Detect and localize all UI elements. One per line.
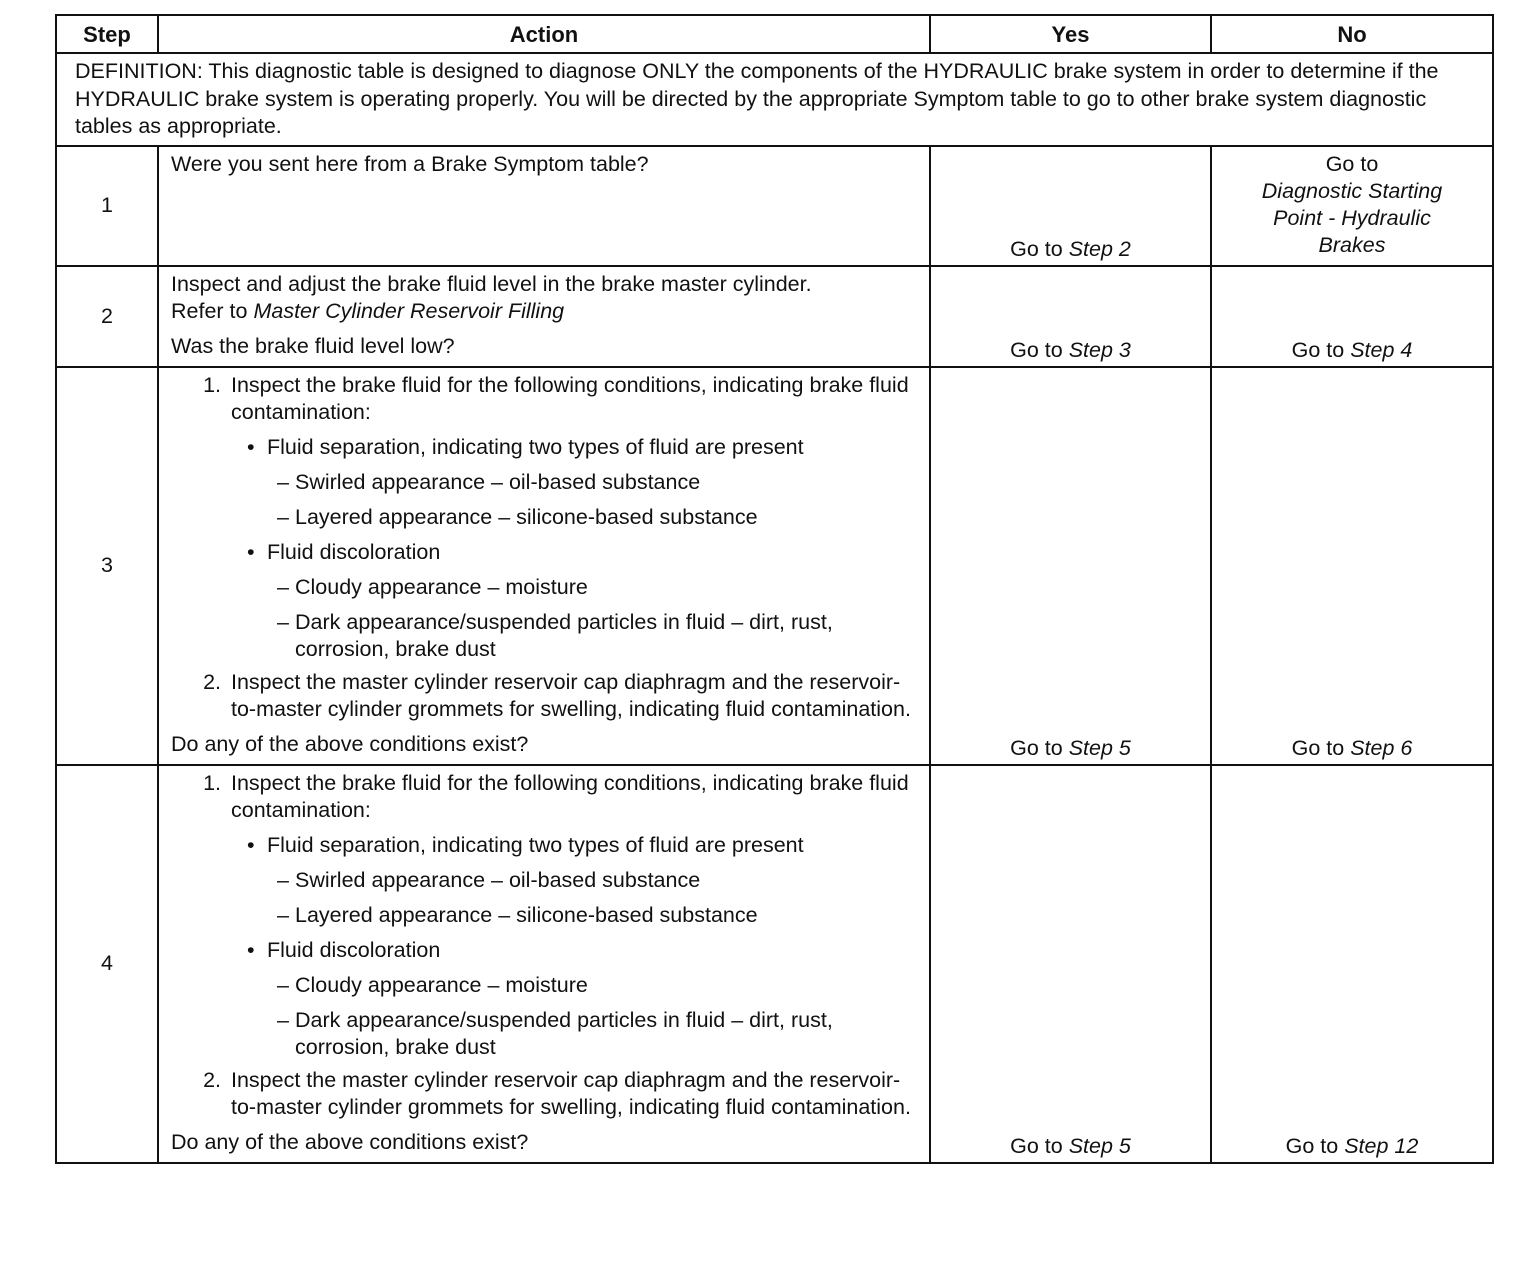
question-text: Were you sent here from a Brake Symptom table?: [171, 151, 649, 176]
yes-cell: [930, 765, 1211, 1163]
no-cell: [1211, 367, 1493, 765]
bullet-text: Fluid discoloration: [267, 539, 441, 564]
yes-target: Step 2: [1068, 236, 1131, 261]
dash-list: [267, 972, 917, 1061]
numbered-list: [171, 770, 917, 1121]
header-action: Action: [158, 15, 930, 53]
dash-list: [267, 867, 917, 929]
table-row-step-4: [56, 765, 1493, 1163]
no-target: Step 4: [1350, 337, 1413, 362]
step-number: 3: [56, 367, 158, 765]
definition-row: [56, 53, 1493, 146]
go-to-label: Go to: [1010, 337, 1063, 362]
instruction-reference: Master Cylinder Reservoir Filling: [253, 298, 565, 323]
bullet-item: [245, 434, 917, 531]
go-to-label: Go to: [1291, 735, 1345, 760]
header-no: No: [1211, 15, 1493, 53]
list-item: 2. Inspect the master cylinder reservoir cap diaphragm and the reservoir-to-master cylinder grommets for swelling, indicating fluid contamination.: [227, 1067, 917, 1121]
go-to-label: Go to: [1010, 1133, 1063, 1158]
no-cell: [1211, 266, 1493, 367]
dash-item: – Swirled appearance – oil-based substance: [275, 867, 917, 894]
table-row-step-1: [56, 146, 1493, 266]
step-number: 1: [56, 146, 158, 266]
yes-target: Step 5: [1068, 735, 1131, 760]
yes-target: Step 3: [1068, 337, 1131, 362]
bullet-list: [231, 434, 917, 663]
diagnostic-table: [55, 14, 1494, 1164]
dash-list: [267, 469, 917, 531]
dash-item: – Layered appearance – silicone-based substance: [275, 504, 917, 531]
go-to-label: Go to: [1325, 151, 1379, 176]
step-number: 4: [56, 765, 158, 1163]
definition-text: DEFINITION: This diagnostic table is designed to diagnose ONLY the components of the HYDRAULIC brake system in order to determine if the HYDRAULIC brake system is operating properly. You will be directed by the appropriate Symptom table to go to other brake system diagnostic tables as appropriate.: [56, 53, 1493, 146]
question-text: Do any of the above conditions exist?: [171, 731, 529, 756]
dash-item: – Layered appearance – silicone-based substance: [275, 902, 917, 929]
table-row-step-3: [56, 367, 1493, 765]
table-row-step-2: [56, 266, 1493, 367]
yes-target: Step 5: [1068, 1133, 1131, 1158]
action-cell: [158, 146, 930, 266]
dash-list: [267, 574, 917, 663]
dash-item: – Swirled appearance – oil-based substance: [275, 469, 917, 496]
bullet-text: Fluid separation, indicating two types of fluid are present: [267, 832, 804, 857]
bullet-text: Fluid discoloration: [267, 937, 441, 962]
list-item: 2. Inspect the master cylinder reservoir cap diaphragm and the reservoir-to-master cylinder grommets for swelling, indicating fluid contamination.: [227, 669, 917, 723]
dash-item: – Cloudy appearance – moisture: [275, 972, 917, 999]
header-yes: Yes: [930, 15, 1211, 53]
go-to-label: Go to: [1010, 236, 1063, 261]
bullet-text: Fluid separation, indicating two types of fluid are present: [267, 434, 804, 459]
question-text: Was the brake fluid level low?: [171, 333, 455, 358]
dash-item: – Cloudy appearance – moisture: [275, 574, 917, 601]
dash-item: – Dark appearance/suspended particles in fluid – dirt, rust, corrosion, brake dust: [275, 609, 917, 663]
question-text: Do any of the above conditions exist?: [171, 1129, 529, 1154]
header-step: Step: [56, 15, 158, 53]
action-cell: [158, 765, 930, 1163]
action-cell: [158, 266, 930, 367]
item-text: Inspect the brake fluid for the following conditions, indicating brake fluid contamination:: [231, 770, 909, 822]
yes-cell: [930, 367, 1211, 765]
instruction-text: Inspect and adjust the brake fluid level in the brake master cylinder. Refer to: [171, 271, 812, 323]
header-row: [56, 15, 1493, 53]
bullet-item: [245, 832, 917, 929]
item-text: Inspect the brake fluid for the following conditions, indicating brake fluid contamination:: [231, 372, 909, 424]
bullet-list: [231, 832, 917, 1061]
yes-cell: [930, 146, 1211, 266]
list-item: [227, 372, 917, 663]
yes-cell: [930, 266, 1211, 367]
no-target: Step 12: [1344, 1133, 1419, 1158]
action-cell: [158, 367, 930, 765]
go-to-label: Go to: [1285, 1133, 1339, 1158]
no-cell: [1211, 765, 1493, 1163]
no-target: Diagnostic Starting Point - Hydraulic Brakes: [1261, 178, 1443, 257]
list-item: [227, 770, 917, 1061]
step-number: 2: [56, 266, 158, 367]
bullet-item: [245, 937, 917, 1061]
no-target: Step 6: [1350, 735, 1413, 760]
go-to-label: Go to: [1291, 337, 1345, 362]
no-cell: [1211, 146, 1493, 266]
go-to-label: Go to: [1010, 735, 1063, 760]
dash-item: – Dark appearance/suspended particles in fluid – dirt, rust, corrosion, brake dust: [275, 1007, 917, 1061]
bullet-item: [245, 539, 917, 663]
numbered-list: [171, 372, 917, 723]
